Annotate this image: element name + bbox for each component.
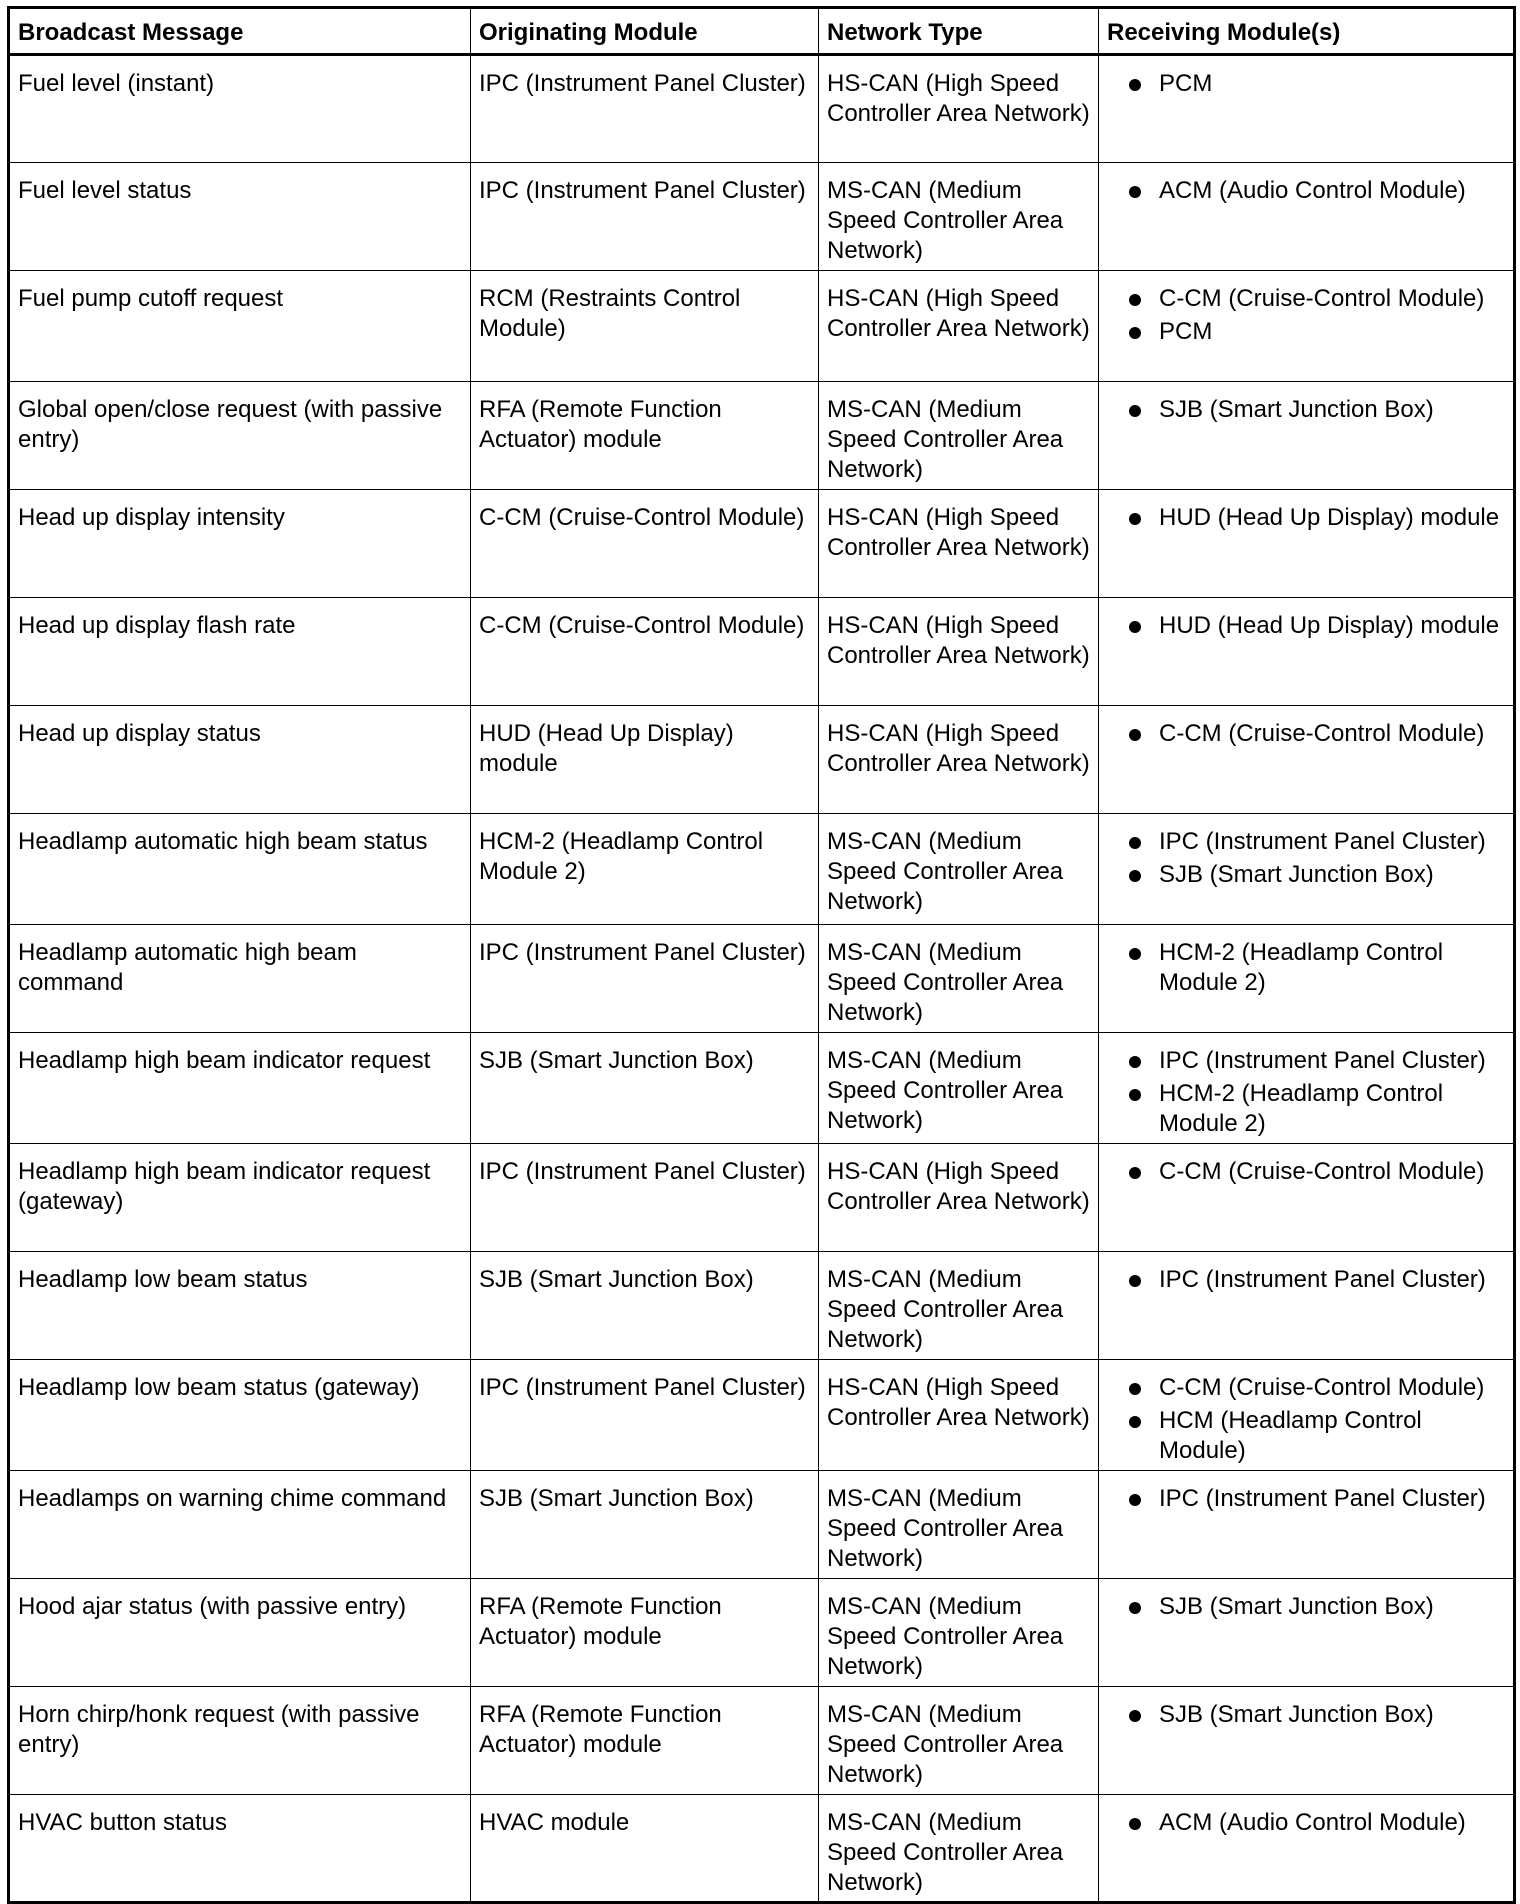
bullet-icon <box>1129 729 1141 741</box>
cell-broadcast-message: Headlamps on warning chime command <box>9 1471 471 1579</box>
cell-network-type: MS-CAN (Medium Speed Controller Area Network) <box>819 382 1099 490</box>
cell-network-type: MS-CAN (Medium Speed Controller Area Network) <box>819 1795 1099 1903</box>
receiving-module-item <box>1107 1157 1505 1187</box>
receiving-module-label: HUD (Head Up Display) module <box>1159 504 1500 531</box>
cell-receiving-modules <box>1099 1687 1515 1795</box>
cell-receiving-modules <box>1099 1795 1515 1903</box>
receiving-module-item <box>1107 69 1505 99</box>
broadcast-message-table <box>7 6 1516 1904</box>
cell-network-type: MS-CAN (Medium Speed Controller Area Network) <box>819 1471 1099 1579</box>
cell-broadcast-message: Head up display intensity <box>9 490 471 598</box>
cell-receiving-modules <box>1099 1360 1515 1471</box>
receiving-module-list <box>1107 1700 1505 1730</box>
table-body <box>9 55 1515 1903</box>
cell-broadcast-message: Fuel level status <box>9 163 471 271</box>
receiving-module-list <box>1107 1157 1505 1187</box>
receiving-module-item <box>1107 395 1505 425</box>
cell-broadcast-message: Headlamp high beam indicator request (gateway) <box>9 1144 471 1252</box>
cell-originating-module: RFA (Remote Function Actuator) module <box>471 1687 819 1795</box>
bullet-icon <box>1129 79 1141 91</box>
receiving-module-label: PCM <box>1159 318 1213 345</box>
cell-network-type: MS-CAN (Medium Speed Controller Area Network) <box>819 163 1099 271</box>
cell-broadcast-message: Headlamp low beam status <box>9 1252 471 1360</box>
receiving-module-label: SJB (Smart Junction Box) <box>1159 1593 1434 1620</box>
table-row <box>9 55 1515 163</box>
cell-broadcast-message: Headlamp automatic high beam status <box>9 814 471 925</box>
table-row <box>9 925 1515 1033</box>
receiving-module-item <box>1107 176 1505 206</box>
cell-broadcast-message: Fuel pump cutoff request <box>9 271 471 382</box>
cell-network-type: MS-CAN (Medium Speed Controller Area Network) <box>819 1687 1099 1795</box>
cell-network-type: MS-CAN (Medium Speed Controller Area Network) <box>819 1033 1099 1144</box>
receiving-module-list <box>1107 1808 1505 1838</box>
cell-receiving-modules <box>1099 1579 1515 1687</box>
receiving-module-list <box>1107 827 1505 890</box>
receiving-module-item <box>1107 1265 1505 1295</box>
cell-receiving-modules <box>1099 163 1515 271</box>
receiving-module-label: IPC (Instrument Panel Cluster) <box>1159 1047 1486 1074</box>
cell-originating-module: SJB (Smart Junction Box) <box>471 1252 819 1360</box>
cell-receiving-modules <box>1099 382 1515 490</box>
cell-network-type: HS-CAN (High Speed Controller Area Network) <box>819 1144 1099 1252</box>
receiving-module-item <box>1107 1079 1505 1139</box>
receiving-module-item <box>1107 1046 1505 1076</box>
cell-broadcast-message: Horn chirp/honk request (with passive entry) <box>9 1687 471 1795</box>
receiving-module-item <box>1107 938 1505 998</box>
cell-originating-module: C-CM (Cruise-Control Module) <box>471 598 819 706</box>
bullet-icon <box>1129 186 1141 198</box>
table-row <box>9 1795 1515 1903</box>
receiving-module-item <box>1107 611 1505 641</box>
bullet-icon <box>1129 1602 1141 1614</box>
receiving-module-label: ACM (Audio Control Module) <box>1159 1809 1466 1836</box>
receiving-module-label: SJB (Smart Junction Box) <box>1159 861 1434 888</box>
receiving-module-label: HUD (Head Up Display) module <box>1159 612 1500 639</box>
cell-broadcast-message: Hood ajar status (with passive entry) <box>9 1579 471 1687</box>
cell-receiving-modules <box>1099 925 1515 1033</box>
cell-network-type: HS-CAN (High Speed Controller Area Network) <box>819 1360 1099 1471</box>
table-row <box>9 382 1515 490</box>
receiving-module-item <box>1107 317 1505 347</box>
cell-originating-module: IPC (Instrument Panel Cluster) <box>471 1144 819 1252</box>
receiving-module-label: SJB (Smart Junction Box) <box>1159 1701 1434 1728</box>
cell-network-type: HS-CAN (High Speed Controller Area Network) <box>819 271 1099 382</box>
table-row <box>9 706 1515 814</box>
bullet-icon <box>1129 1710 1141 1722</box>
bullet-icon <box>1129 1275 1141 1287</box>
header-originating-module: Originating Module <box>471 8 819 55</box>
receiving-module-list <box>1107 611 1505 641</box>
cell-originating-module: IPC (Instrument Panel Cluster) <box>471 1360 819 1471</box>
receiving-module-label: C-CM (Cruise-Control Module) <box>1159 1158 1485 1185</box>
receiving-module-label: ACM (Audio Control Module) <box>1159 177 1466 204</box>
receiving-module-label: SJB (Smart Junction Box) <box>1159 396 1434 423</box>
receiving-module-list <box>1107 503 1505 533</box>
table-row <box>9 1033 1515 1144</box>
cell-broadcast-message: Headlamp low beam status (gateway) <box>9 1360 471 1471</box>
receiving-module-item <box>1107 1808 1505 1838</box>
cell-originating-module: IPC (Instrument Panel Cluster) <box>471 925 819 1033</box>
receiving-module-label: C-CM (Cruise-Control Module) <box>1159 720 1485 747</box>
receiving-module-list <box>1107 1265 1505 1295</box>
bullet-icon <box>1129 870 1141 882</box>
table-row <box>9 1252 1515 1360</box>
cell-network-type: MS-CAN (Medium Speed Controller Area Network) <box>819 925 1099 1033</box>
receiving-module-list <box>1107 69 1505 99</box>
table-row <box>9 163 1515 271</box>
cell-originating-module: IPC (Instrument Panel Cluster) <box>471 163 819 271</box>
receiving-module-item <box>1107 719 1505 749</box>
cell-originating-module: HVAC module <box>471 1795 819 1903</box>
receiving-module-item <box>1107 1700 1505 1730</box>
cell-originating-module: RFA (Remote Function Actuator) module <box>471 1579 819 1687</box>
receiving-module-list <box>1107 719 1505 749</box>
cell-receiving-modules <box>1099 55 1515 163</box>
receiving-module-item <box>1107 1373 1505 1403</box>
table-row <box>9 598 1515 706</box>
bullet-icon <box>1129 621 1141 633</box>
cell-receiving-modules <box>1099 814 1515 925</box>
cell-network-type: MS-CAN (Medium Speed Controller Area Network) <box>819 814 1099 925</box>
cell-originating-module: HCM-2 (Headlamp Control Module 2) <box>471 814 819 925</box>
cell-originating-module: IPC (Instrument Panel Cluster) <box>471 55 819 163</box>
cell-network-type: HS-CAN (High Speed Controller Area Network) <box>819 706 1099 814</box>
cell-originating-module: SJB (Smart Junction Box) <box>471 1471 819 1579</box>
cell-receiving-modules <box>1099 1144 1515 1252</box>
receiving-module-list <box>1107 176 1505 206</box>
receiving-module-label: C-CM (Cruise-Control Module) <box>1159 285 1485 312</box>
cell-broadcast-message: Head up display flash rate <box>9 598 471 706</box>
cell-network-type: MS-CAN (Medium Speed Controller Area Network) <box>819 1579 1099 1687</box>
cell-network-type: MS-CAN (Medium Speed Controller Area Network) <box>819 1252 1099 1360</box>
header-receiving-modules: Receiving Module(s) <box>1099 8 1515 55</box>
cell-receiving-modules <box>1099 490 1515 598</box>
receiving-module-item <box>1107 827 1505 857</box>
table-row <box>9 1471 1515 1579</box>
bullet-icon <box>1129 405 1141 417</box>
table-row <box>9 271 1515 382</box>
table-row <box>9 1687 1515 1795</box>
cell-originating-module: RCM (Restraints Control Module) <box>471 271 819 382</box>
bullet-icon <box>1129 1089 1141 1101</box>
table-row <box>9 814 1515 925</box>
bullet-icon <box>1129 837 1141 849</box>
cell-network-type: HS-CAN (High Speed Controller Area Network) <box>819 598 1099 706</box>
bullet-icon <box>1129 294 1141 306</box>
bullet-icon <box>1129 1383 1141 1395</box>
cell-receiving-modules <box>1099 1033 1515 1144</box>
table-row <box>9 1579 1515 1687</box>
receiving-module-list <box>1107 1592 1505 1622</box>
header-broadcast-message: Broadcast Message <box>9 8 471 55</box>
cell-receiving-modules <box>1099 1252 1515 1360</box>
receiving-module-item <box>1107 1484 1505 1514</box>
cell-broadcast-message: Headlamp automatic high beam command <box>9 925 471 1033</box>
receiving-module-item <box>1107 503 1505 533</box>
bullet-icon <box>1129 1167 1141 1179</box>
receiving-module-label: HCM (Headlamp Control Module) <box>1159 1407 1422 1464</box>
receiving-module-label: PCM <box>1159 70 1213 97</box>
bullet-icon <box>1129 513 1141 525</box>
table-header <box>9 8 1515 55</box>
receiving-module-label: HCM-2 (Headlamp Control Module 2) <box>1159 1080 1444 1137</box>
cell-broadcast-message: Global open/close request (with passive entry) <box>9 382 471 490</box>
bullet-icon <box>1129 327 1141 339</box>
receiving-module-label: IPC (Instrument Panel Cluster) <box>1159 828 1486 855</box>
table-row <box>9 1360 1515 1471</box>
cell-originating-module: C-CM (Cruise-Control Module) <box>471 490 819 598</box>
receiving-module-label: HCM-2 (Headlamp Control Module 2) <box>1159 939 1444 996</box>
document-sheet <box>7 6 1513 1904</box>
cell-broadcast-message: Headlamp high beam indicator request <box>9 1033 471 1144</box>
bullet-icon <box>1129 1818 1141 1830</box>
receiving-module-item <box>1107 1406 1505 1466</box>
cell-receiving-modules <box>1099 1471 1515 1579</box>
receiving-module-label: IPC (Instrument Panel Cluster) <box>1159 1485 1486 1512</box>
cell-originating-module: RFA (Remote Function Actuator) module <box>471 382 819 490</box>
receiving-module-list <box>1107 1373 1505 1466</box>
cell-network-type: HS-CAN (High Speed Controller Area Network) <box>819 55 1099 163</box>
cell-receiving-modules <box>1099 598 1515 706</box>
table-row <box>9 1144 1515 1252</box>
receiving-module-label: C-CM (Cruise-Control Module) <box>1159 1374 1485 1401</box>
receiving-module-item <box>1107 860 1505 890</box>
receiving-module-item <box>1107 284 1505 314</box>
cell-receiving-modules <box>1099 706 1515 814</box>
receiving-module-list <box>1107 284 1505 347</box>
bullet-icon <box>1129 1494 1141 1506</box>
receiving-module-list <box>1107 938 1505 998</box>
receiving-module-label: IPC (Instrument Panel Cluster) <box>1159 1266 1486 1293</box>
receiving-module-list <box>1107 1484 1505 1514</box>
cell-network-type: HS-CAN (High Speed Controller Area Network) <box>819 490 1099 598</box>
cell-receiving-modules <box>1099 271 1515 382</box>
receiving-module-item <box>1107 1592 1505 1622</box>
cell-broadcast-message: Fuel level (instant) <box>9 55 471 163</box>
cell-broadcast-message: HVAC button status <box>9 1795 471 1903</box>
cell-originating-module: SJB (Smart Junction Box) <box>471 1033 819 1144</box>
header-row <box>9 8 1515 55</box>
cell-broadcast-message: Head up display status <box>9 706 471 814</box>
cell-originating-module: HUD (Head Up Display) module <box>471 706 819 814</box>
table-row <box>9 490 1515 598</box>
receiving-module-list <box>1107 1046 1505 1139</box>
receiving-module-list <box>1107 395 1505 425</box>
bullet-icon <box>1129 1416 1141 1428</box>
bullet-icon <box>1129 948 1141 960</box>
header-network-type: Network Type <box>819 8 1099 55</box>
bullet-icon <box>1129 1056 1141 1068</box>
